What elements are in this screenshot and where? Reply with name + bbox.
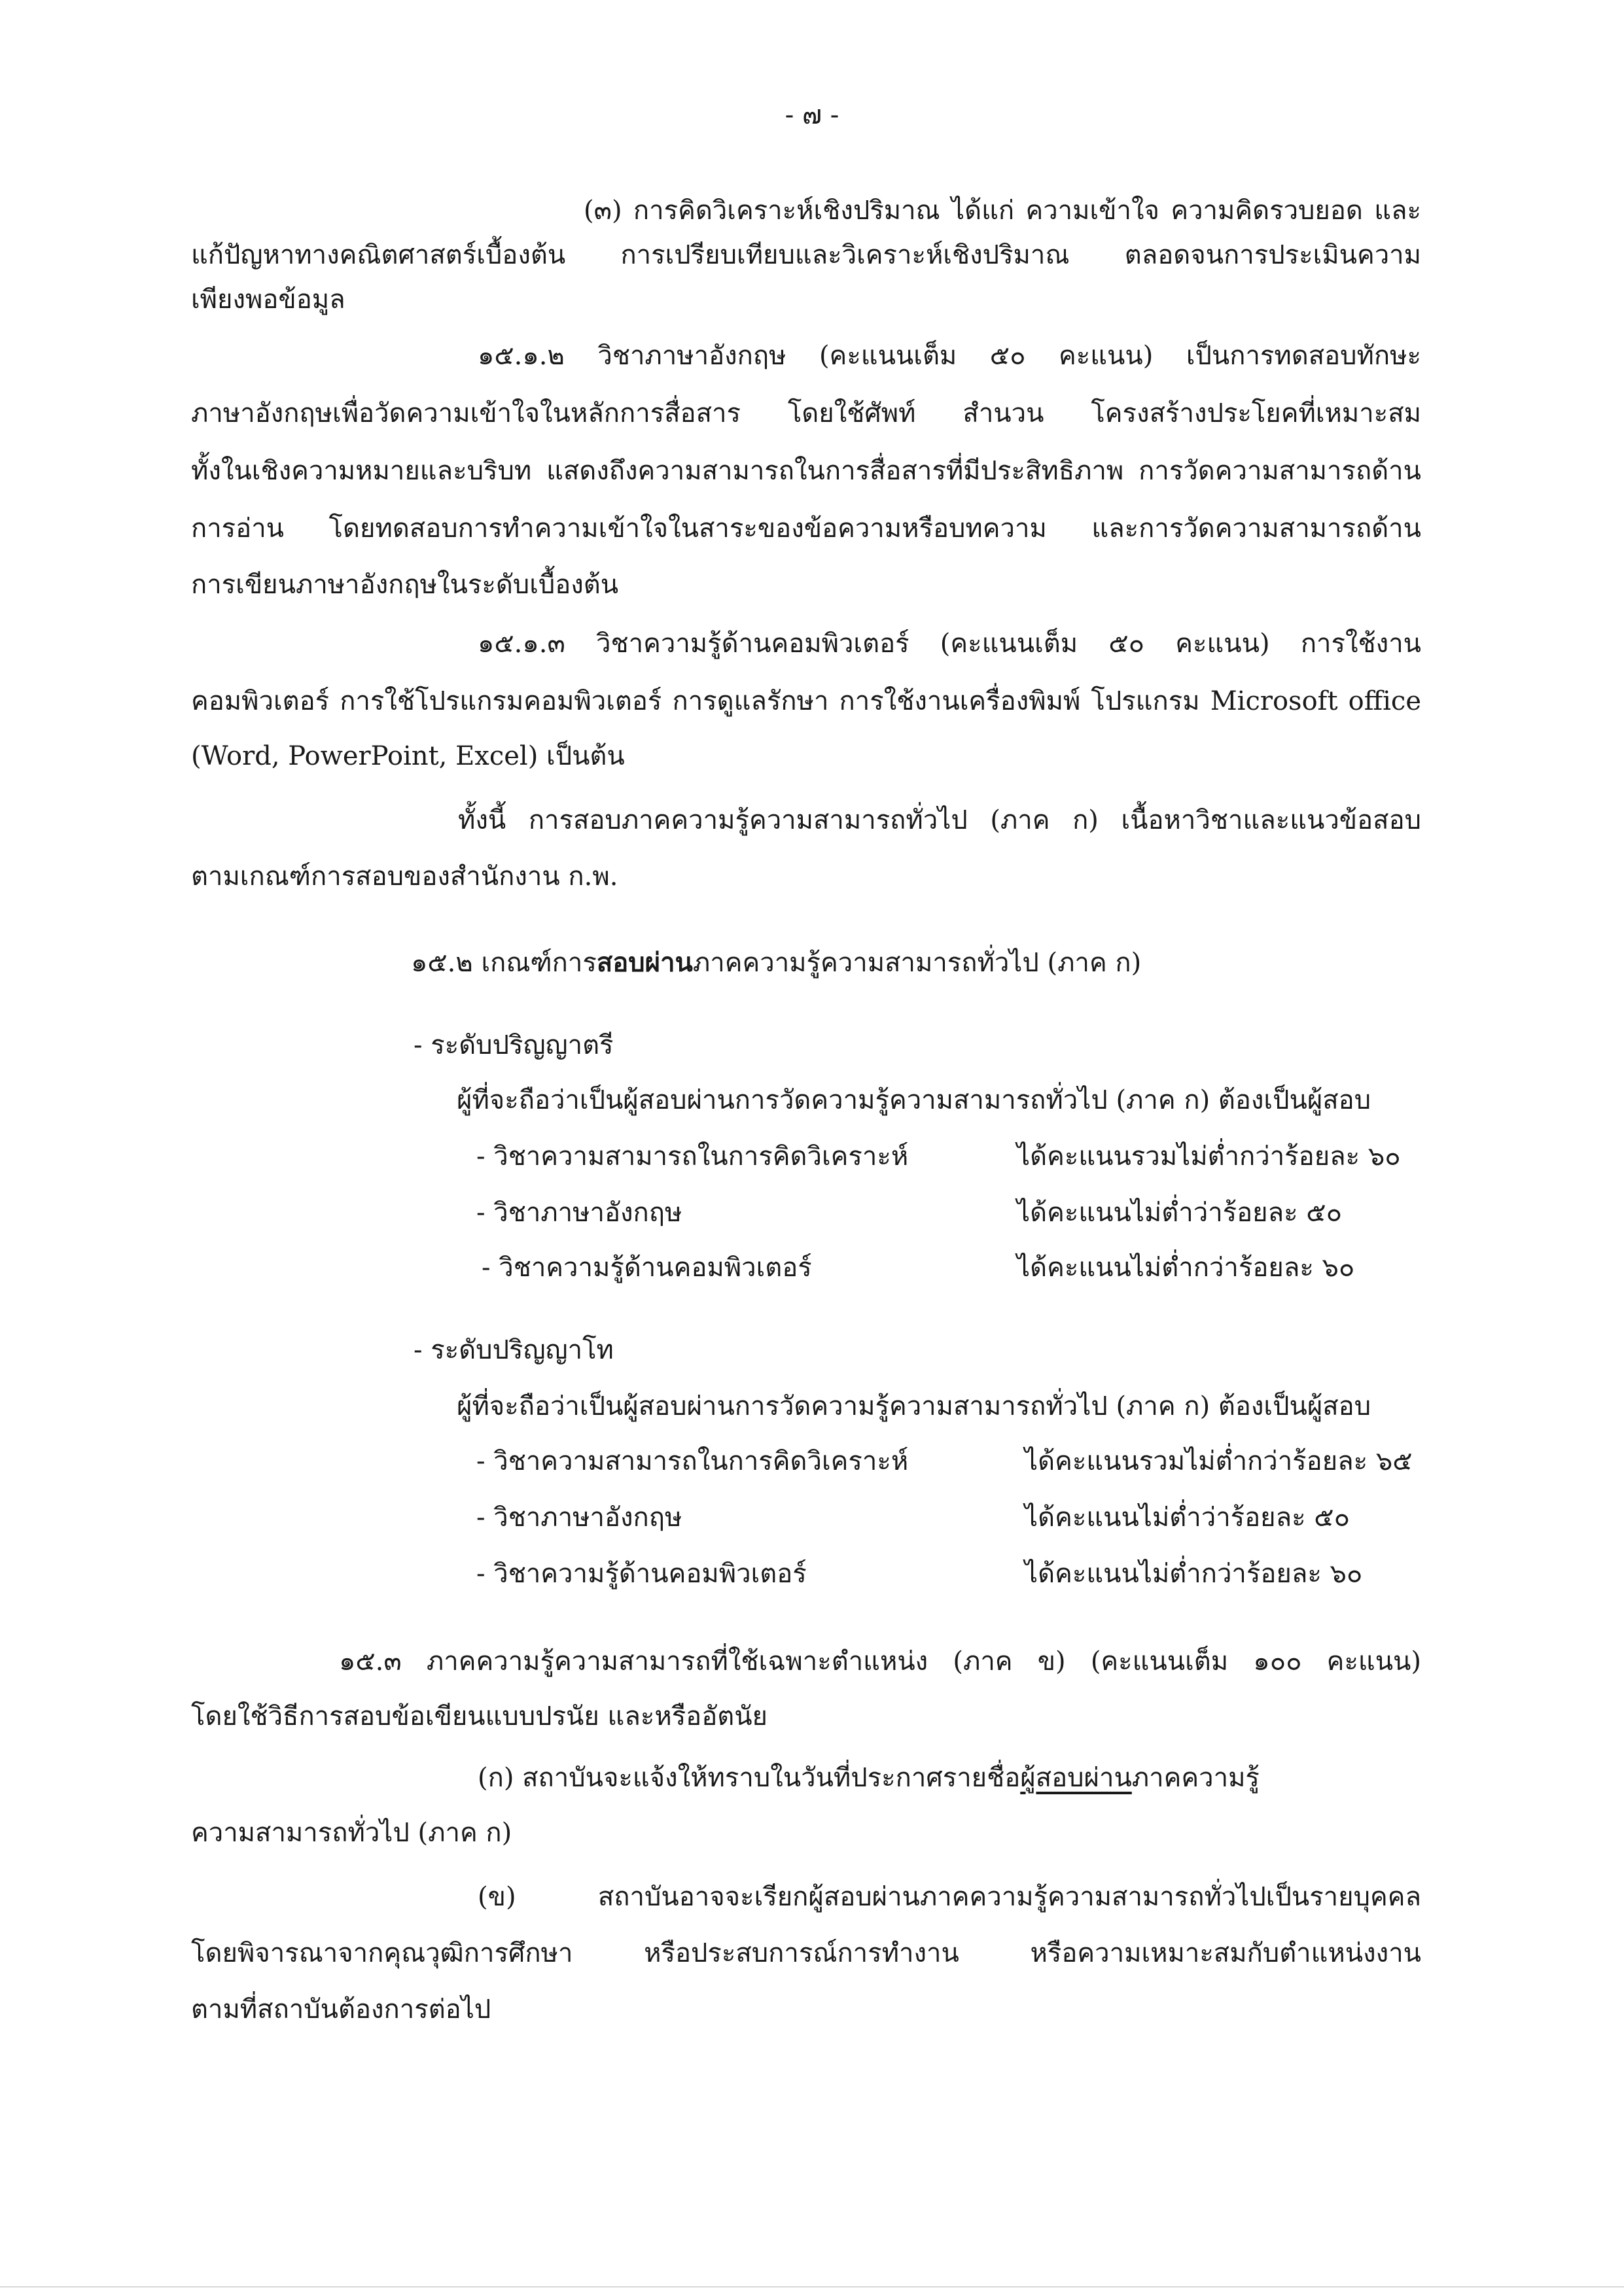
master-intro: ผู้ที่จะถือว่าเป็นผู้สอบผ่านการวัดความรู้ความสามารถทั่วไป (ภาค ก) ต้องเป็นผู้สอบ — [457, 1391, 1371, 1421]
master-criterion-2: ได้คะแนนไม่ต่ำว่าร้อยละ ๕๐ — [1025, 1503, 1350, 1533]
s152-bold: สอบผ่าน — [596, 947, 693, 978]
s1512-line-2: ภาษาอังกฤษเพื่อวัดความเข้าใจในหลักการสื่อสาร โดยใช้ศัพท์ สำนวน โครงสร้างประโยคที่เหมาะสม — [191, 398, 1421, 428]
master-criterion-1: ได้คะแนนรวมไม่ต่ำกว่าร้อยละ ๖๕ — [1025, 1446, 1413, 1476]
scan-edge-line — [0, 2286, 1624, 2287]
para3-line-3: เพียงพอข้อมูล — [191, 285, 345, 315]
para3-line-1: (๓) การคิดวิเคราะห์เชิงปริมาณ ได้แก่ ความเข้าใจ ความคิดรวบยอด และ — [584, 196, 1421, 226]
s152-prefix: ๑๕.๒ เกณฑ์การ — [411, 948, 597, 978]
bachelor-criterion-1: ได้คะแนนรวมไม่ต่ำกว่าร้อยละ ๖๐ — [1017, 1141, 1401, 1172]
master-subject-3: - วิชาความรู้ด้านคอมพิวเตอร์ — [476, 1559, 807, 1589]
item-b-line-2: โดยพิจารณาจากคุณวุฒิการศึกษา หรือประสบการณ์การทำงาน หรือความเหมาะสมกับตำแหน่งงาน — [191, 1938, 1421, 1968]
item-b-line-1: (ข) สถาบันอาจจะเรียกผู้สอบผ่านภาคความรู้ความสามารถทั่วไปเป็นรายบุคคล — [478, 1882, 1421, 1912]
s1512-line-5: การเขียนภาษาอังกฤษในระดับเบื้องต้น — [191, 570, 619, 600]
s153-line-1: ๑๕.๓ ภาคความรู้ความสามารถที่ใช้เฉพาะตำแหน่ง (ภาค ข) (คะแนนเต็ม ๑๐๐ คะแนน) — [339, 1646, 1421, 1677]
s152-suffix: ภาคความรู้ความสามารถทั่วไป (ภาค ก) — [692, 948, 1142, 978]
s1512-line-1: ๑๕.๑.๒ วิชาภาษาอังกฤษ (คะแนนเต็ม ๕๐ คะแนน) เป็นการทดสอบทักษะ — [478, 341, 1421, 371]
master-heading: - ระดับปริญญาโท — [414, 1335, 614, 1365]
page-number: - ๗ - — [785, 100, 839, 130]
bachelor-intro: ผู้ที่จะถือว่าเป็นผู้สอบผ่านการวัดความรู้ความสามารถทั่วไป (ภาค ก) ต้องเป็นผู้สอบ — [457, 1085, 1371, 1115]
master-subject-2: - วิชาภาษาอังกฤษ — [476, 1503, 682, 1533]
note-line-2: ตามเกณฑ์การสอบของสำนักงาน ก.พ. — [191, 861, 618, 892]
s152-heading — [411, 945, 1141, 981]
item-a-line-1 — [478, 1760, 1260, 1796]
s1513-line-3: (Word, PowerPoint, Excel) เป็นต้น — [191, 741, 625, 771]
item-a-suffix: ภาคความรู้ — [1131, 1763, 1260, 1793]
bachelor-subject-1: - วิชาความสามารถในการคิดวิเคราะห์ — [476, 1141, 909, 1172]
master-subject-1: - วิชาความสามารถในการคิดวิเคราะห์ — [476, 1446, 909, 1476]
bachelor-criterion-2: ได้คะแนนไม่ต่ำว่าร้อยละ ๕๐ — [1017, 1198, 1342, 1228]
master-criterion-3: ได้คะแนนไม่ต่ำกว่าร้อยละ ๖๐ — [1025, 1559, 1363, 1589]
item-a-line-2: ความสามารถทั่วไป (ภาค ก) — [191, 1818, 512, 1848]
bachelor-heading: - ระดับปริญญาตรี — [414, 1030, 614, 1060]
s1512-line-4: การอ่าน โดยทดสอบการทำความเข้าใจในสาระของข้อความหรือบทความ และการวัดความสามารถด้าน — [191, 513, 1421, 544]
bachelor-subject-2: - วิชาภาษาอังกฤษ — [476, 1198, 682, 1228]
para3-line-2: แก้ปัญหาทางคณิตศาสตร์เบื้องต้น การเปรียบเทียบและวิเคราะห์เชิงปริมาณ ตลอดจนการประเมินความ — [191, 240, 1421, 270]
s153-line-2: โดยใช้วิธีการสอบข้อเขียนแบบปรนัย และหรืออัตนัย — [191, 1701, 768, 1731]
s1513-line-2: คอมพิวเตอร์ การใช้โปรแกรมคอมพิวเตอร์ การดูแลรักษา การใช้งานเครื่องพิมพ์ โปรแกรม Microsoft office — [191, 686, 1421, 716]
bachelor-subject-3: - วิชาความรู้ด้านคอมพิวเตอร์ — [482, 1253, 812, 1283]
item-a-underlined: ผู้สอบผ่าน — [1020, 1763, 1132, 1793]
bachelor-criterion-3: ได้คะแนนไม่ต่ำกว่าร้อยละ ๖๐ — [1017, 1253, 1355, 1283]
item-b-line-3: ตามที่สถาบันต้องการต่อไป — [191, 1994, 491, 2025]
note-line-1: ทั้งนี้ การสอบภาคความรู้ความสามารถทั่วไป (ภาค ก) เนื้อหาวิชาและแนวข้อสอบ — [458, 805, 1421, 835]
s1513-line-1: ๑๕.๑.๓ วิชาความรู้ด้านคอมพิวเตอร์ (คะแนนเต็ม ๕๐ คะแนน) การใช้งาน — [478, 629, 1421, 659]
item-a-prefix: (ก) สถาบันจะแจ้งให้ทราบในวันที่ประกาศรายชื่อ — [478, 1763, 1021, 1793]
s1512-line-3: ทั้งในเชิงความหมายและบริบท แสดงถึงความสามารถในการสื่อสารที่มีประสิทธิภาพ การวัดความสามารถด้าน — [191, 456, 1421, 486]
